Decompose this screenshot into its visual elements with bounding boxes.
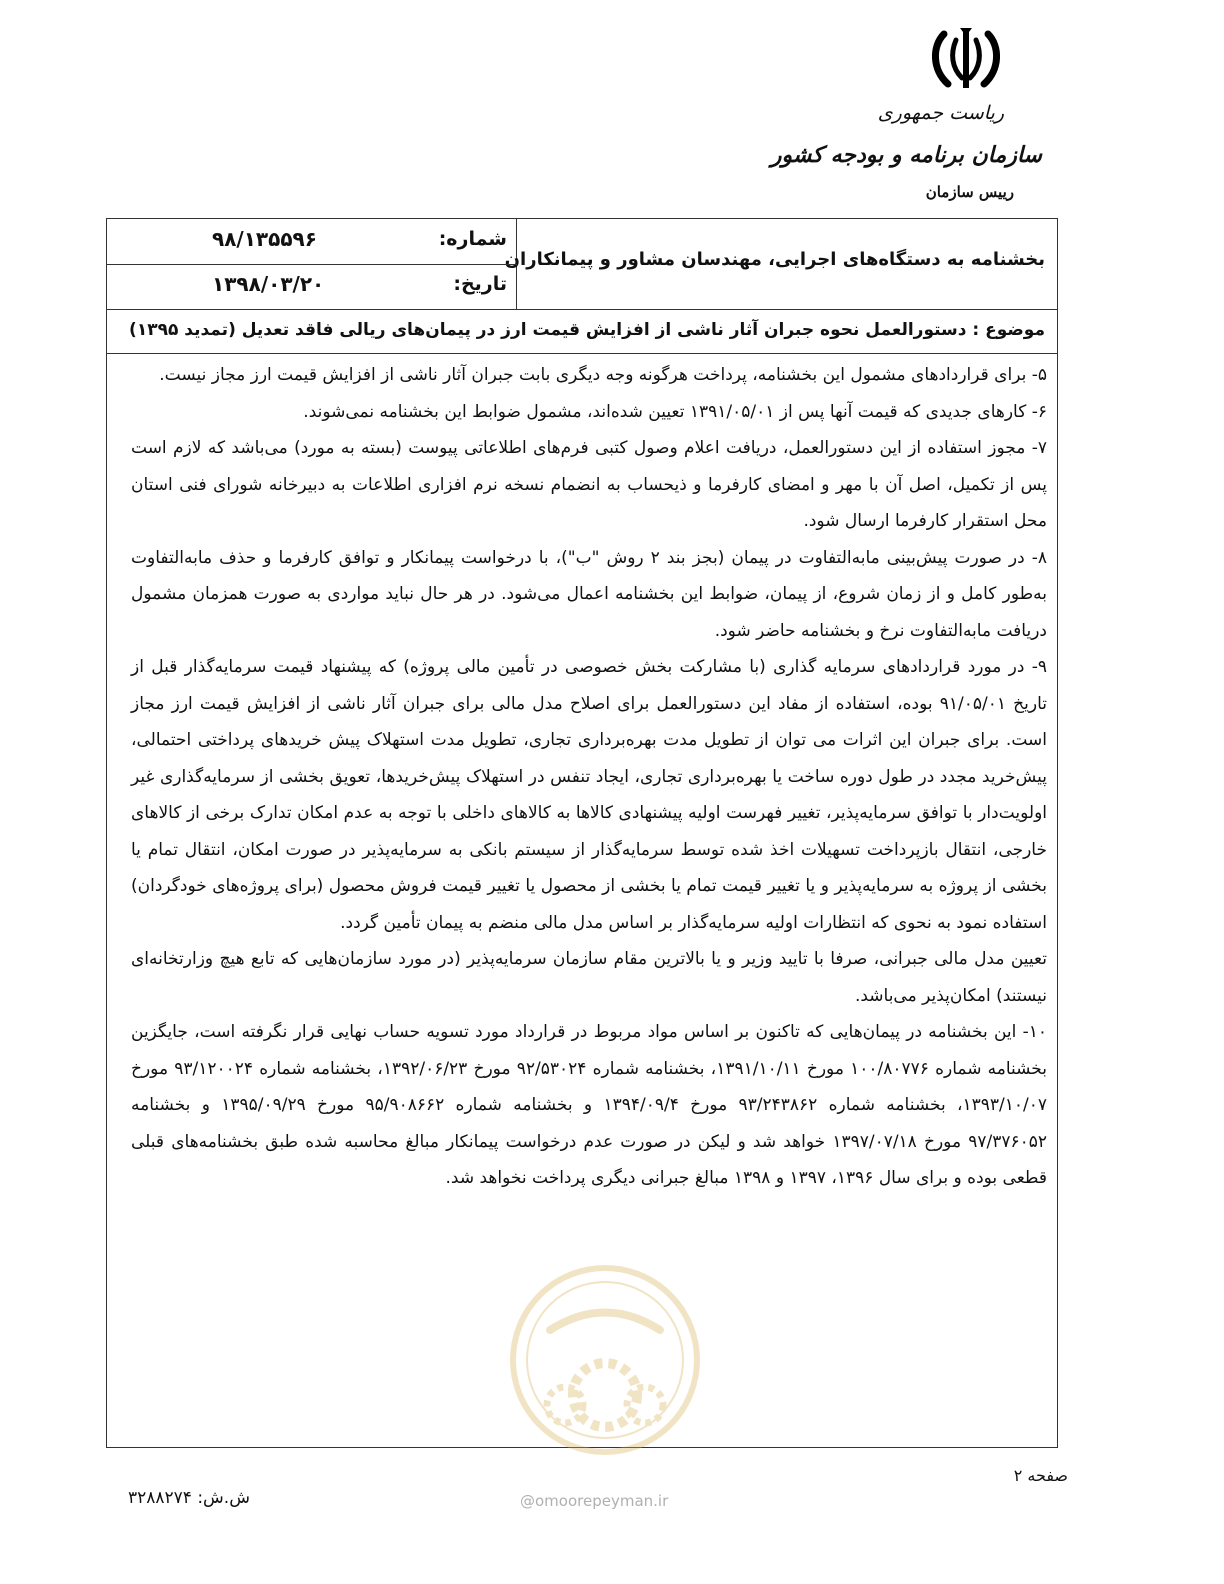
paragraph-6: ۶- کارهای جدیدی که قیمت آنها پس از ۱۳۹۱/۰۵/۰۱ تعیین شده‌اند، مشمول ضوابط این بخشنامه نمی‌شوند. xyxy=(303,401,1047,422)
subject-text: موضوع : دستورالعمل نحوه جبران آثار ناشی از افزایش قیمت ارز در پیمان‌های ریالی فاقد تعدیل (تمدید ۱۳۹۵) xyxy=(129,320,1045,340)
serial-number: ش.ش: ۳۲۸۸۲۷۴ xyxy=(128,1488,250,1508)
paragraph-5: ۵- برای قراردادهای مشمول این بخشنامه، پرداخت هرگونه وجه دیگری بابت جبران آثار ناشی از افزایش قیمت ارز مجاز نیست. xyxy=(159,365,1047,385)
header-row xyxy=(107,219,1057,310)
paragraph-8: ۸- در صورت پیش‌بینی مابه‌التفاوت در پیمان (بجز بند ۲ روش "ب")، با درخواست پیمانکار و توافق کارفرما و حذف مابه‌التفاوت به‌طور کامل و از زمان شروع، از پیمان، ضوابط این بخشنامه اعمال می‌شود. در هر حال نباید مواردی به صورت همزمان مشمول دریافت مابه‌التفاوت نرخ و بخشنامه حاضر شود. xyxy=(131,547,1048,641)
paragraph-10: ۱۰- این بخشنامه در پیمان‌هایی که تاکنون بر اساس مواد مربوط در قرارداد مورد تسویه حساب نهایی قرار نگرفته است، جایگزین بخشنامه شماره ۱۰۰/۸۰۷۷۶ مورخ ۱۳۹۱/۱۰/۱۱، بخشنامه شماره ۹۲/۵۳۰۲۴ مورخ ۱۳۹۲/۰۶/۲۳، بخشنامه شماره ۹۳/۱۲۰۰۲۴ مورخ ۱۳۹۳/۱۰/۰۷، بخشنامه شماره ۹۳/۲۴۳۸۶۲ مورخ ۱۳۹۴/۰۹/۴ و بخشنامه شماره ۹۵/۹۰۸۶۶۲ مورخ ۱۳۹۵/۰۹/۲۹ و بخشنامه ۹۷/۳۷۶۰۵۲ مورخ ۱۳۹۷/۰۷/۱۸ خواهد شد و لیکن در صورت عدم درخواست پیمانکار مبالغ محاسبه شده طبق بخشنامه‌های قبلی قطعی بوده و برای سال ۱۳۹۶، ۱۳۹۷ و ۱۳۹۸ مبالغ جبرانی دیگری پرداخت نخواهد شد. xyxy=(131,1022,1048,1188)
paragraph-9: ۹- در مورد قراردادهای سرمایه گذاری (با مشارکت بخش خصوصی در تأمین مالی پروژه) که پیشنهاد قیمت سرمایه‌گذار قبل از تاریخ ۹۱/۰۵/۰۱ بوده، استفاده از مفاد این دستورالعمل برای اصلاح مدل مالی برای جبران آثار ناشی از افزایش قیمت ارز مجاز است. برای جبران این اثرات می توان از تطویل مدت بهره‌برداری تجاری، تطویل مدت استهلاک پیش خریدهای پرداختی احتمالی، پیش‌خرید مجدد در طول دوره ساخت یا بهره‌برداری تجاری، ایجاد تنفس در استهلاک پیش‌خریدها، تعویق بخشی از سرمایه‌گذاری غیر اولویت‌دار با توافق سرمایه‌پذیر، تغییر فهرست اولیه پیشنهادی کالاها به کالاهای داخلی با توجه به عدم امکان تدارک برخی از کالاهای خارجی، انتقال بازپرداخت تسهیلات اخذ شده توسط سرمایه‌گذار از سیستم بانکی به سرمایه‌پذیر در صورت امکان، انتقال تمام یا بخشی از پروژه به سرمایه‌پذیر و یا تغییر قیمت تمام یا بخشی از محصول یا تغییر قیمت فروش محصول (برای پروژه‌های خودگردان) استفاده نمود به نحوی که انتظارات اولیه سرمایه‌گذار بر اساس مدل مالی منضم به پیمان تأمین گردد. xyxy=(131,657,1047,933)
subject-row xyxy=(107,309,1057,354)
date-value: ۱۳۹۸/۰۳/۲۰ xyxy=(212,272,325,296)
paragraph-9-note: تعیین مدل مالی جبرانی، صرفا با تایید وزیر و یا بالاترین مقام سازمان سرمایه‌پذیر (در مورد سازمان‌هایی که تابع هیچ وزارتخانه‌ای نیستند) امکان‌پذیر می‌باشد. xyxy=(131,949,1047,1006)
watermark-logo-icon xyxy=(505,1245,705,1475)
meta-cell xyxy=(107,219,517,309)
number-row xyxy=(107,219,517,265)
number-value: ۹۸/۱۳۵۵۹۶ xyxy=(212,227,317,251)
paragraph-7: ۷- مجوز استفاده از این دستورالعمل، دریافت اعلام وصول کتبی فرم‌های اطلاعاتی پیوست (بسته به مورد) می‌باشد که لازم است پس از تکمیل، اصل آن با مهر و امضای کارفرما و ذیحساب به انضمام نسخه نرم افزاری اطلاعات به دبیرخانه شورای فنی استان محل استقرار کارفرما ارسال شود. xyxy=(131,438,1047,531)
circular-title: بخشنامه به دستگاه‌های اجرایی، مهندسان مشاور و پیمانکاران xyxy=(504,249,1045,270)
date-row xyxy=(107,264,517,309)
header-head-title: رییس سازمان xyxy=(925,183,1014,201)
date-label: تاریخ: xyxy=(453,273,507,295)
header-presidency: ریاست جمهوری xyxy=(877,102,1004,124)
body-content xyxy=(131,357,1047,1197)
number-label: شماره: xyxy=(438,228,507,250)
title-cell xyxy=(504,219,1057,309)
iran-emblem-icon xyxy=(930,28,1002,94)
header-organization: سازمان برنامه و بودجه کشور xyxy=(770,142,1042,168)
page-number: صفحه ۲ xyxy=(1013,1466,1068,1485)
site-watermark: @omoorepeyman.ir xyxy=(520,1492,669,1510)
